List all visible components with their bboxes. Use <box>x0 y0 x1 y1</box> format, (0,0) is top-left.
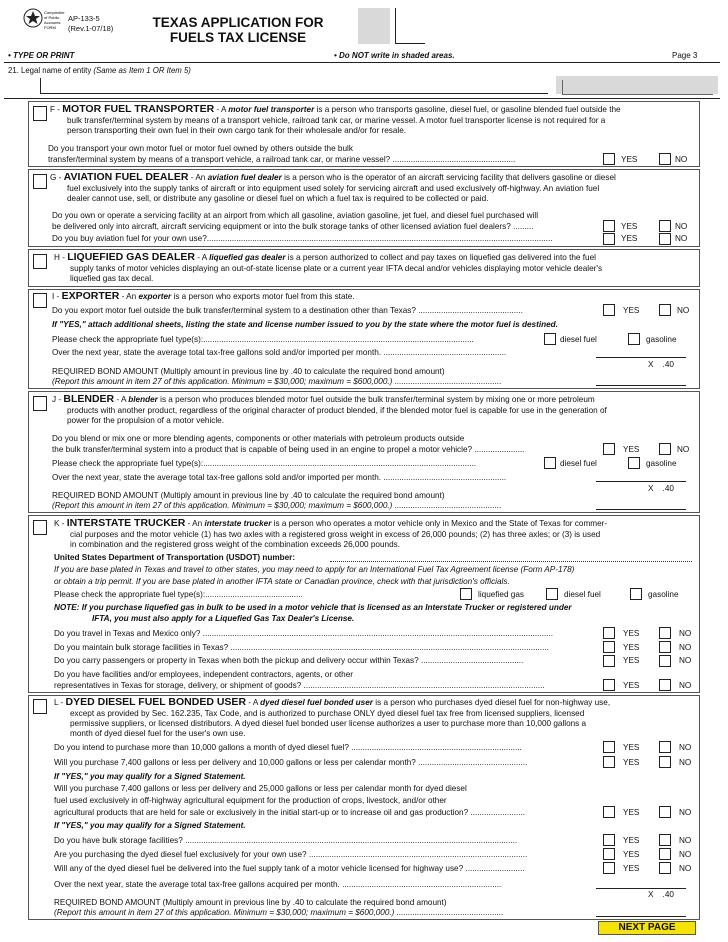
section-j-bond2: (Report this amount in item 27 of this application. Minimum = $30,000; maximum = $600,000.) ............................................... <box>52 501 502 510</box>
section-j-q1-no-label: NO <box>677 445 690 454</box>
section-l-q2-no-checkbox[interactable] <box>659 756 671 768</box>
section-l-q5-no-checkbox[interactable] <box>659 848 671 860</box>
section-i-diesel-checkbox[interactable] <box>544 333 556 345</box>
section-f-q1-yes-label: YES <box>621 155 638 164</box>
section-k-q3-no-checkbox[interactable] <box>659 655 671 667</box>
shaded-box-item21-ticks <box>562 80 713 95</box>
section-f-desc2: bulk transfer/terminal system by means of a transport vehicle, railroad tank car, or marine vessel. A motor fuel transporter license is not required for a <box>67 116 606 125</box>
section-i-title: EXPORTER <box>61 290 120 302</box>
section-j-heading <box>52 394 595 405</box>
form-number: AP-133-5 <box>68 14 100 23</box>
section-i-multiplier: X .40 <box>648 360 674 369</box>
section-l-multiplier: X .40 <box>648 890 674 899</box>
section-g-desc1: - An aviation fuel dealer is a person who is the operator of an aircraft servicing facility that delivers gasoline or diesel <box>188 173 616 182</box>
header-rule <box>4 62 720 63</box>
shaded-box-top <box>358 8 390 44</box>
section-g-desc3: dealer cannot use, sell, or distribute any gasoline or diesel fuel on which a fuel tax is required to be collected or paid. <box>67 194 489 203</box>
form-title-line1: TEXAS APPLICATION FOR <box>152 15 324 30</box>
section-l-q1-yes-checkbox[interactable] <box>603 741 615 753</box>
page-number: Page 3 <box>672 51 698 60</box>
section-l-q3-yes-checkbox[interactable] <box>603 806 615 818</box>
section-k-q2: Do you maintain bulk storage facilities in Texas? ............................................................................................................................................ <box>54 643 549 652</box>
section-k-title: INTERSTATE TRUCKER <box>66 517 186 529</box>
section-f-heading <box>50 104 621 115</box>
section-h-desc3: liquefied gas tax decal. <box>70 274 154 283</box>
section-l-heading <box>54 697 610 708</box>
section-i-heading <box>52 291 355 302</box>
section-f-desc1: - A motor fuel transporter is a person who transports gasoline, diesel fuel, or gasoline blended fuel outside the <box>214 105 621 114</box>
section-k-q4-yes-checkbox[interactable] <box>603 679 615 691</box>
svg-text:Comptroller: Comptroller <box>44 10 65 15</box>
section-l-q1-no-label: NO <box>679 743 692 752</box>
item21-label-text: 21. Legal name of entity <box>8 66 92 75</box>
section-g-q2-yes-checkbox[interactable] <box>603 233 615 245</box>
section-l-note2: If "YES," you may qualify for a Signed Statement. <box>54 821 246 830</box>
section-j-q1b: the bulk transfer/terminal system into a product that is capable of being used in an engine to propel a motor vehicle? ...................... <box>52 445 525 454</box>
section-j-gasoline-checkbox[interactable] <box>628 457 640 469</box>
section-l-desc3: permissive suppliers, or licensed distributors. A dyed diesel fuel bonded user license authorizes a user to purchase more than 10,000 gallons a <box>70 719 587 728</box>
section-k-q3-no-label: NO <box>679 656 692 665</box>
section-k-q3: Do you carry passengers or property in Texas when both the pickup and delivery occur within Texas? ............................................. <box>54 656 524 665</box>
section-k-desc1: - An interstate trucker is a person who operates a motor vehicle only in Mexico and the State of Texas for commer- <box>185 519 608 528</box>
section-i-desc1: - An exporter is a person who exports motor fuel from this state. <box>119 292 355 301</box>
section-l-q7: Over the next year, state the average total tax-free gallons acquired per month. ...................................................................... <box>54 880 502 889</box>
svg-text:Accounts: Accounts <box>44 20 61 25</box>
section-j-multiplier: X .40 <box>648 484 674 493</box>
section-k-q3-yes-checkbox[interactable] <box>603 655 615 667</box>
section-k-q1-yes-checkbox[interactable] <box>603 627 615 639</box>
section-k-usdot-label: United States Department of Transportation (USDOT) number: <box>54 553 296 562</box>
section-k-letter: K - <box>54 519 65 528</box>
section-l-bond-field[interactable] <box>596 916 686 917</box>
section-k-note1: If you are base plated in Texas and travel to other states, you may need to apply for an International Fuel Tax Agreement license (Form AP-178) <box>54 565 575 574</box>
section-l-q2-yes-label: YES <box>623 758 640 767</box>
section-g-q2: Do you buy aviation fuel for your own use?........................................................................................................................................................ <box>52 234 553 243</box>
section-j-q1a: Do you blend or mix one or more blending agents, components or other materials with petroleum products outside <box>52 434 465 443</box>
section-g-heading <box>50 172 616 183</box>
section-l-q1: Do you intend to purchase more than 10,000 gallons a month of dyed diesel fuel? ........................................................................... <box>54 743 522 752</box>
section-g-q1-no-label: NO <box>675 222 688 231</box>
section-f-q1-no-checkbox[interactable] <box>659 153 671 165</box>
section-k-q2-no-label: NO <box>679 643 692 652</box>
section-g-q1-yes-checkbox[interactable] <box>603 220 615 232</box>
svg-text:FORM: FORM <box>44 25 56 30</box>
section-k-q4a: Do you have facilities and/or employees, independent contractors, agents, or other <box>54 670 354 679</box>
section-l-desc2: except as provided by Sec. 162.235, Tax Code, and is authorized to purchase ONLY dyed diesel fuel tax free from licensed suppliers, licensed <box>70 709 585 718</box>
section-l-q5-no-label: NO <box>679 850 692 859</box>
section-l-q3-no-label: NO <box>679 808 692 817</box>
section-j-diesel-label: diesel fuel <box>560 459 597 468</box>
section-j-q2: Please check the appropriate fuel type(s):........................................................................................................................ <box>52 459 477 468</box>
usdot-number-field[interactable] <box>330 561 692 562</box>
section-k-gasoline-label: gasoline <box>648 590 679 599</box>
section-k-q2-yes-label: YES <box>623 643 640 652</box>
section-i-gallons-field[interactable] <box>596 357 686 358</box>
form-revision: (Rev.1-07/18) <box>68 24 114 33</box>
section-f-q1-yes-checkbox[interactable] <box>603 153 615 165</box>
next-page-button[interactable]: NEXT PAGE <box>598 921 696 935</box>
section-k-note3a: NOTE: If you purchase liquefied gas in bulk to be used in a motor vehicle that is licensed as an Interstate Trucker or registered under <box>54 603 572 612</box>
section-i-note: If "YES," attach additional sheets, listing the state and license number issued to you by the state where the motor fuel is destined. <box>52 320 558 329</box>
section-l-desc4: month of dyed diesel fuel for the user's own use. <box>70 729 246 738</box>
section-i-gasoline-label: gasoline <box>646 335 677 344</box>
section-j-q1-no-checkbox[interactable] <box>659 443 671 455</box>
section-j-title: BLENDER <box>63 393 115 405</box>
section-l-desc1: - A dyed diesel fuel bonded user is a person who purchases dyed diesel fuel for non-highway use, <box>246 698 611 707</box>
section-g-q1a: Do you own or operate a servicing facility at an airport from which all gasoline, aviation gasoline, jet fuel, and diesel fuel purchased will <box>52 211 539 220</box>
do-not-write-note: • Do NOT write in shaded areas. <box>334 51 455 60</box>
section-g-q2-yes-label: YES <box>621 234 638 243</box>
section-k-desc3: in combination and the registered gross weight of the combination exceeds 26,000 pounds. <box>70 540 400 549</box>
section-k-q3-yes-label: YES <box>623 656 640 665</box>
section-k-q1-no-label: NO <box>679 629 692 638</box>
section-k-checkbox[interactable] <box>33 520 47 535</box>
section-l-q1-yes-label: YES <box>623 743 640 752</box>
section-k-q1-yes-label: YES <box>623 629 640 638</box>
section-i-q1-no-label: NO <box>677 306 690 315</box>
section-g-q2-no-label: NO <box>675 234 688 243</box>
section-j-checkbox[interactable] <box>33 396 47 411</box>
section-f-desc3: person transporting their own fuel in their own cargo tank for their wholesale and/or for resale. <box>67 126 407 135</box>
code-box[interactable] <box>395 8 425 44</box>
section-j-bond1: REQUIRED BOND AMOUNT (Multiply amount in previous line by .40 to calculate the required bond amount) <box>52 491 445 500</box>
section-j-q3: Over the next year, state the average total tax-free gallons sold and/or imported per month. ...................................................... <box>52 473 507 482</box>
section-k-note3b: IFTA, you must also apply for a Liquefied Gas Tax Dealer's License. <box>92 614 355 623</box>
section-l-q3c: agricultural products that are held for sale or exclusively in the initial start-up or to increase oil and gas production? ........................ <box>54 808 526 817</box>
section-k-q2-yes-checkbox[interactable] <box>603 641 615 653</box>
agency-logo <box>22 6 66 36</box>
section-h-desc2: supply tanks of motor vehicles displaying an out-of-state license plate or a current year IFTA decal and/or vehicles displaying motor vehicle dealer's <box>70 264 603 273</box>
section-i-checkbox[interactable] <box>33 293 47 308</box>
section-k-q4b: representatives in Texas for storage, delivery, or shipment of goods? .......................................................................................................... <box>54 681 545 690</box>
section-h-title: LIQUEFIED GAS DEALER <box>67 251 195 263</box>
section-i-q2: Please check the appropriate fuel type(s):....................................................................................................................... <box>52 335 474 344</box>
section-l-q4-yes-label: YES <box>623 836 640 845</box>
section-l-q6-no-checkbox[interactable] <box>659 862 671 874</box>
section-k-q1-no-checkbox[interactable] <box>659 627 671 639</box>
section-g-desc2: fuel exclusively into the supply tanks of aircraft or into equipment used solely for servicing aircraft and used exclusively off-highway. An aviation fuel <box>67 184 600 193</box>
section-i-bond1-text: REQUIRED BOND AMOUNT (Multiply amount in previous line by .40 to calculate the required bond amount) <box>52 367 445 376</box>
section-l-q2-no-label: NO <box>679 758 692 767</box>
section-l-q5-yes-label: YES <box>623 850 640 859</box>
section-f-q1a: Do you transport your own motor fuel or motor fuel owned by others outside the bulk <box>48 144 353 153</box>
type-or-print: • TYPE OR PRINT <box>8 51 75 60</box>
section-l-q3-no-checkbox[interactable] <box>659 806 671 818</box>
section-h-desc1: - A liquefied gas dealer is a person authorized to collect and pay taxes on liquefied gas delivered into the fuel <box>194 253 596 262</box>
section-l-letter: L - <box>54 698 64 707</box>
item21-label <box>8 66 191 76</box>
section-k-heading <box>54 518 607 529</box>
section-k-fuel-question: Please check the appropriate fuel type(s):........................................... <box>54 590 303 599</box>
section-g-letter: G - <box>50 173 62 182</box>
section-i-bond-field[interactable] <box>596 385 686 386</box>
section-j-gasoline-label: gasoline <box>646 459 677 468</box>
section-f-q1-no-label: NO <box>675 155 688 164</box>
svg-text:of Public: of Public <box>44 15 60 20</box>
section-k-q4-no-checkbox[interactable] <box>659 679 671 691</box>
section-l-q1-no-checkbox[interactable] <box>659 741 671 753</box>
section-i-letter: I - <box>52 292 60 301</box>
section-j-desc3: power for the propulsion of a motor vehicle. <box>67 416 225 425</box>
section-l-note1: If "YES," you may qualify for a Signed Statement. <box>54 772 246 781</box>
section-i-bond1 <box>52 367 445 377</box>
section-i-q1: Do you export motor fuel outside the bulk transfer/terminal system to a destination other than Texas? .............................................. <box>52 306 523 315</box>
section-i-diesel-label: diesel fuel <box>560 335 597 344</box>
section-i-bond2: (Report this amount in item 27 of this application. Minimum = $30,000; maximum = $600,000.) ............................................... <box>52 377 502 386</box>
section-h-letter: H - <box>54 253 65 262</box>
section-j-diesel-checkbox[interactable] <box>544 457 556 469</box>
section-j-desc2: products with another product, regardless of the original character of product blended, if the blended motor fuel is capable for use in the generation of <box>67 406 607 415</box>
section-j-gallons-field[interactable] <box>596 481 686 482</box>
section-k-diesel-label: diesel fuel <box>564 590 601 599</box>
section-l-q4-yes-checkbox[interactable] <box>603 834 615 846</box>
section-k-note2: or obtain a trip permit. If you are base plated in another IFTA state or Canadian province, check with that jurisdiction's officials. <box>54 577 510 586</box>
section-j-bond-field[interactable] <box>596 509 686 510</box>
section-g-q1b: be delivered only into aircraft, aircraft servicing equipment or into the bulk storage tanks of other licensed aviation fuel dealers? ......... <box>52 222 534 231</box>
section-l-q6-no-label: NO <box>679 864 692 873</box>
section-l-q3-yes-label: YES <box>623 808 640 817</box>
section-g-q1-no-checkbox[interactable] <box>659 220 671 232</box>
section-k-q2-no-checkbox[interactable] <box>659 641 671 653</box>
section-g-q1-yes-label: YES <box>621 222 638 231</box>
section-l-q4-no-label: NO <box>679 836 692 845</box>
section-l-q2: Will you purchase 7,400 gallons or less per delivery and 10,000 gallons or less per calendar month? ................................................ <box>54 758 528 767</box>
section-l-q6-yes-label: YES <box>623 864 640 873</box>
section-g-checkbox[interactable] <box>33 174 47 189</box>
section-k-q1: Do you travel in Texas and Mexico only? .......................................................................................................................................................... <box>54 629 553 638</box>
section-k-lpg-label: liquefied gas <box>478 590 524 599</box>
section-k-desc2: cial purposes and the motor vehicle (1) has two axles with a registered gross weight in excess of 26,000 pounds; (2) has three axles; or (3) is used <box>70 530 601 539</box>
section-l-gallons-field[interactable] <box>596 888 686 889</box>
section-i-q3: Over the next year, state the average total tax-free gallons sold and/or imported per month. ...................................................... <box>52 348 507 357</box>
section-k-gasoline-checkbox[interactable] <box>630 588 642 600</box>
item21-rule <box>4 98 720 99</box>
section-l-q6: Will any of the dyed diesel fuel be delivered into the fuel supply tank of a motor vehicle licensed for highway use? .......................... <box>54 864 525 873</box>
section-k-diesel-checkbox[interactable] <box>546 588 558 600</box>
section-k-lpg-checkbox[interactable] <box>460 588 472 600</box>
seal-icon <box>22 6 66 36</box>
section-f-letter: F - <box>50 105 61 114</box>
legal-name-field[interactable] <box>40 78 548 94</box>
section-f-title: MOTOR FUEL TRANSPORTER <box>62 103 215 115</box>
section-l-q3a: Will you purchase 7,400 gallons or less per delivery and 25,000 gallons or less per calendar month for dyed diesel <box>54 784 467 793</box>
section-j-letter: J - <box>52 395 62 404</box>
section-k-q4-no-label: NO <box>679 681 692 690</box>
section-f-checkbox[interactable] <box>33 106 47 121</box>
section-l-q5: Are you purchasing the dyed diesel fuel exclusively for your own use? ................................................................................................ <box>54 850 528 859</box>
section-j-q1-yes-checkbox[interactable] <box>603 443 615 455</box>
section-i-gasoline-checkbox[interactable] <box>628 333 640 345</box>
section-h-heading <box>54 252 596 263</box>
section-l-q2-yes-checkbox[interactable] <box>603 756 615 768</box>
section-l-q5-yes-checkbox[interactable] <box>603 848 615 860</box>
section-j-desc1: - A blender is a person who produces blended motor fuel outside the bulk transfer/terminal system by mixing one or more petroleum <box>114 395 595 404</box>
section-l-bond2: (Report this amount in item 27 of this application. Minimum = $30,000; maximum = $600,000.) ............................................... <box>54 908 504 917</box>
section-i-q1-no-checkbox[interactable] <box>659 304 671 316</box>
section-f-q1b: transfer/terminal system by means of a transport vehicle, a railroad tank car, or marine vessel? ...................................................... <box>48 155 516 164</box>
section-i-q1-yes-checkbox[interactable] <box>603 304 615 316</box>
section-l-q4: Do you have bulk storage facilities? .................................................................................................................................................. <box>54 836 518 845</box>
section-h-checkbox[interactable] <box>33 254 47 269</box>
section-j-q1-yes-label: YES <box>623 445 640 454</box>
section-l-q4-no-checkbox[interactable] <box>659 834 671 846</box>
section-k-q4-yes-label: YES <box>623 681 640 690</box>
section-l-q6-yes-checkbox[interactable] <box>603 862 615 874</box>
item21-note: (Same as Item 1 OR Item 5) <box>93 66 191 75</box>
section-g-title: AVIATION FUEL DEALER <box>63 171 189 183</box>
section-i-q1-yes-label: YES <box>623 306 640 315</box>
section-l-bond1: REQUIRED BOND AMOUNT (Multiply amount in previous line by .40 to calculate the required bond amount) <box>54 898 447 907</box>
section-l-checkbox[interactable] <box>33 699 47 714</box>
form-title-line2: FUELS TAX LICENSE <box>169 30 307 45</box>
section-g-q2-no-checkbox[interactable] <box>659 233 671 245</box>
section-l-q3b: fuel used exclusively in off-highway agricultural equipment for the production of crops, livestock, and/or other <box>54 796 447 805</box>
section-l-title: DYED DIESEL FUEL BONDED USER <box>65 696 247 708</box>
